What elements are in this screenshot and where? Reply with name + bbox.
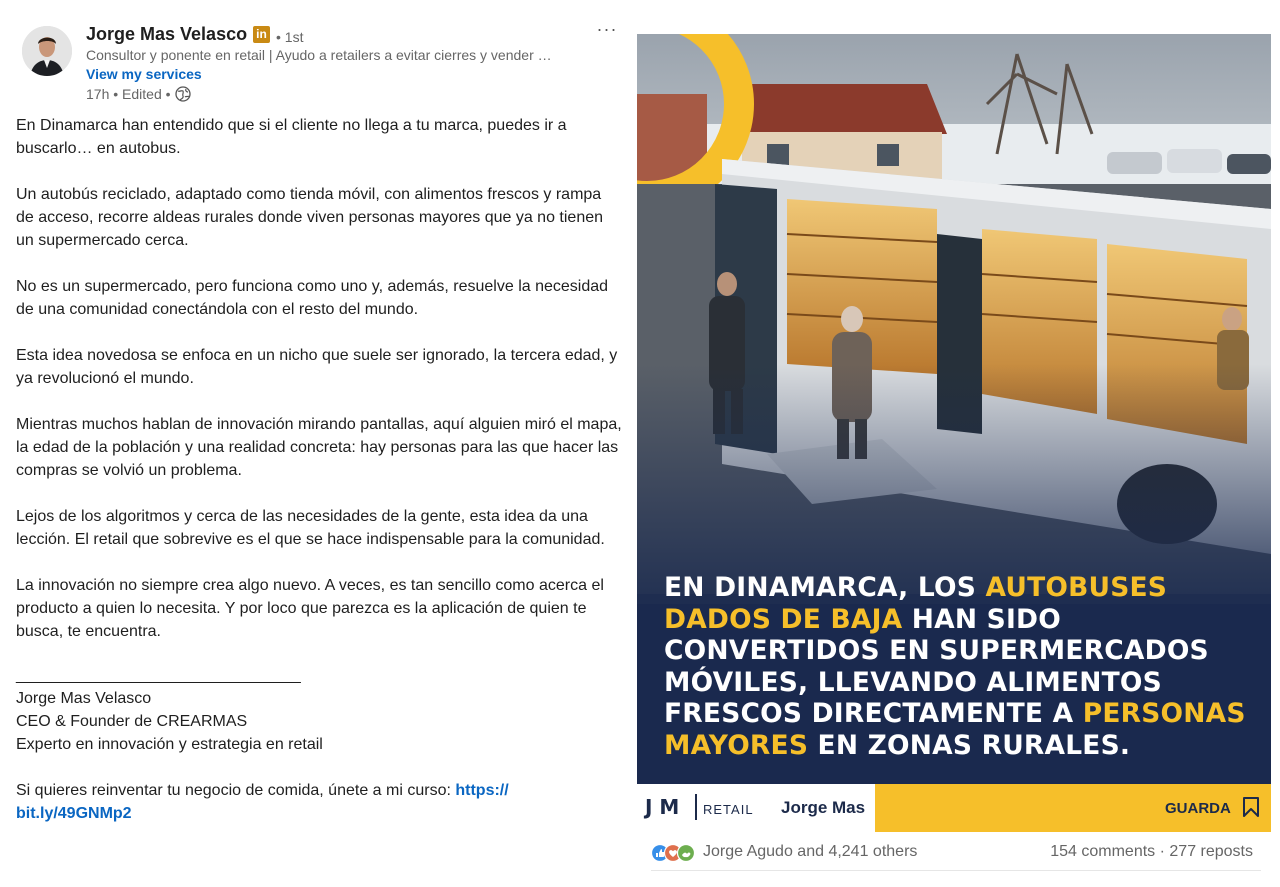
post-timestamp: 17h • Edited •: [86, 86, 171, 102]
image-footer: [637, 784, 1271, 832]
signature-tagline: Experto en innovación y estrategia en retail: [16, 736, 323, 753]
social-counts-bar: [651, 843, 1261, 865]
caption-highlight: AUTOBUSES DADOS DE BAJA: [664, 572, 1168, 635]
post-divider: [651, 870, 1261, 871]
course-link[interactable]: https:// bit.ly/49GNMp2: [16, 782, 509, 822]
jm-logo: J M: [645, 795, 680, 819]
caption-text: HAN SIDO CONVERTIDOS EN SUPERMERCADOS MÓVILES, LLEVANDO ALIMENTOS FRESCOS DIRECTAMENTE A: [664, 603, 1209, 729]
caption-text: EN ZONAS RURALES.: [808, 729, 1131, 761]
linkedin-premium-icon: in: [253, 26, 270, 43]
author-name[interactable]: Jorge Mas Velasco: [86, 24, 248, 44]
signature-role: CEO & Founder de CREARMAS: [16, 713, 248, 730]
post-meta: [86, 86, 191, 102]
logo-divider: [695, 794, 697, 820]
support-icon: [678, 845, 695, 862]
reactors-summary[interactable]: Jorge Agudo and 4,241 others: [703, 843, 918, 860]
post-paragraph: Esta idea novedosa se enfoca en un nicho que suele ser ignorado, la tercera edad, y ya revolucionó el mundo.: [16, 347, 618, 387]
logo-subtitle: RETAIL: [703, 802, 754, 817]
signature-rule: ________________________________: [16, 667, 301, 684]
caption-text: EN DINAMARCA, LOS: [664, 572, 986, 603]
post-paragraph: En Dinamarca han entendido que si el cliente no llega a tu marca, puedes ir a buscarlo… en autobus.: [16, 117, 567, 157]
course-cta: [16, 779, 546, 825]
cta-text: Si quieres reinventar tu negocio de comida, únete a mi curso:: [16, 782, 456, 799]
brand-name: Jorge Mas: [781, 798, 866, 817]
author-avatar[interactable]: [22, 26, 72, 76]
author-headline: Consultor y ponente en retail | Ayudo a retailers a evitar cierres y vender …: [86, 47, 552, 63]
post-paragraph: La innovación no siempre crea algo nuevo. A veces, es tan sencillo como acerca el producto a quien lo necesita. Y por loco que parezca es la aplicación de quien te busca, te encuentra.: [16, 577, 604, 640]
post-body: [16, 114, 622, 825]
view-services-link[interactable]: View my services: [86, 66, 202, 82]
avatar-photo: [22, 26, 72, 76]
caption-highlight: PERSONAS MAYORES: [664, 698, 1246, 761]
feed-post: [0, 0, 630, 887]
reposts-count[interactable]: 277 reposts: [1169, 843, 1253, 860]
post-paragraph: No es un supermercado, pero funciona como uno y, además, resuelve la necesidad de una comunidad conectándola con el resto del mundo.: [16, 278, 609, 318]
count-separator: ·: [1155, 843, 1170, 860]
more-options-button[interactable]: ···: [596, 19, 618, 39]
connection-degree: • 1st: [276, 29, 304, 45]
globe-icon: [175, 86, 191, 102]
save-label: GUARDA: [1165, 800, 1231, 817]
image-caption: [664, 572, 1254, 761]
bookmark-icon: [1241, 796, 1261, 818]
engagement-counts: [1050, 843, 1253, 861]
post-paragraph: Un autobús reciclado, adaptado como tienda móvil, con alimentos frescos y rampa de acceso, recorre aldeas rurales donde viven personas mayores que ya no tienen un supermercado cerca.: [16, 186, 604, 249]
post-paragraph: Mientras muchos hablan de innovación mirando pantallas, aquí alguien miró el mapa, la edad de la población y una realidad concreta: hay personas para las que hacer las compras se volvió un problema.: [16, 416, 622, 479]
post-paragraph: Lejos de los algoritmos y cerca de las necesidades de la gente, esta idea da una lección. El retail que sobrevive es el que se hace indispensable para la comunidad.: [16, 508, 605, 548]
reaction-icons[interactable]: [651, 843, 699, 863]
post-image[interactable]: [637, 34, 1271, 832]
comments-count[interactable]: 154 comments: [1050, 843, 1156, 860]
signature-name: Jorge Mas Velasco: [16, 690, 152, 707]
